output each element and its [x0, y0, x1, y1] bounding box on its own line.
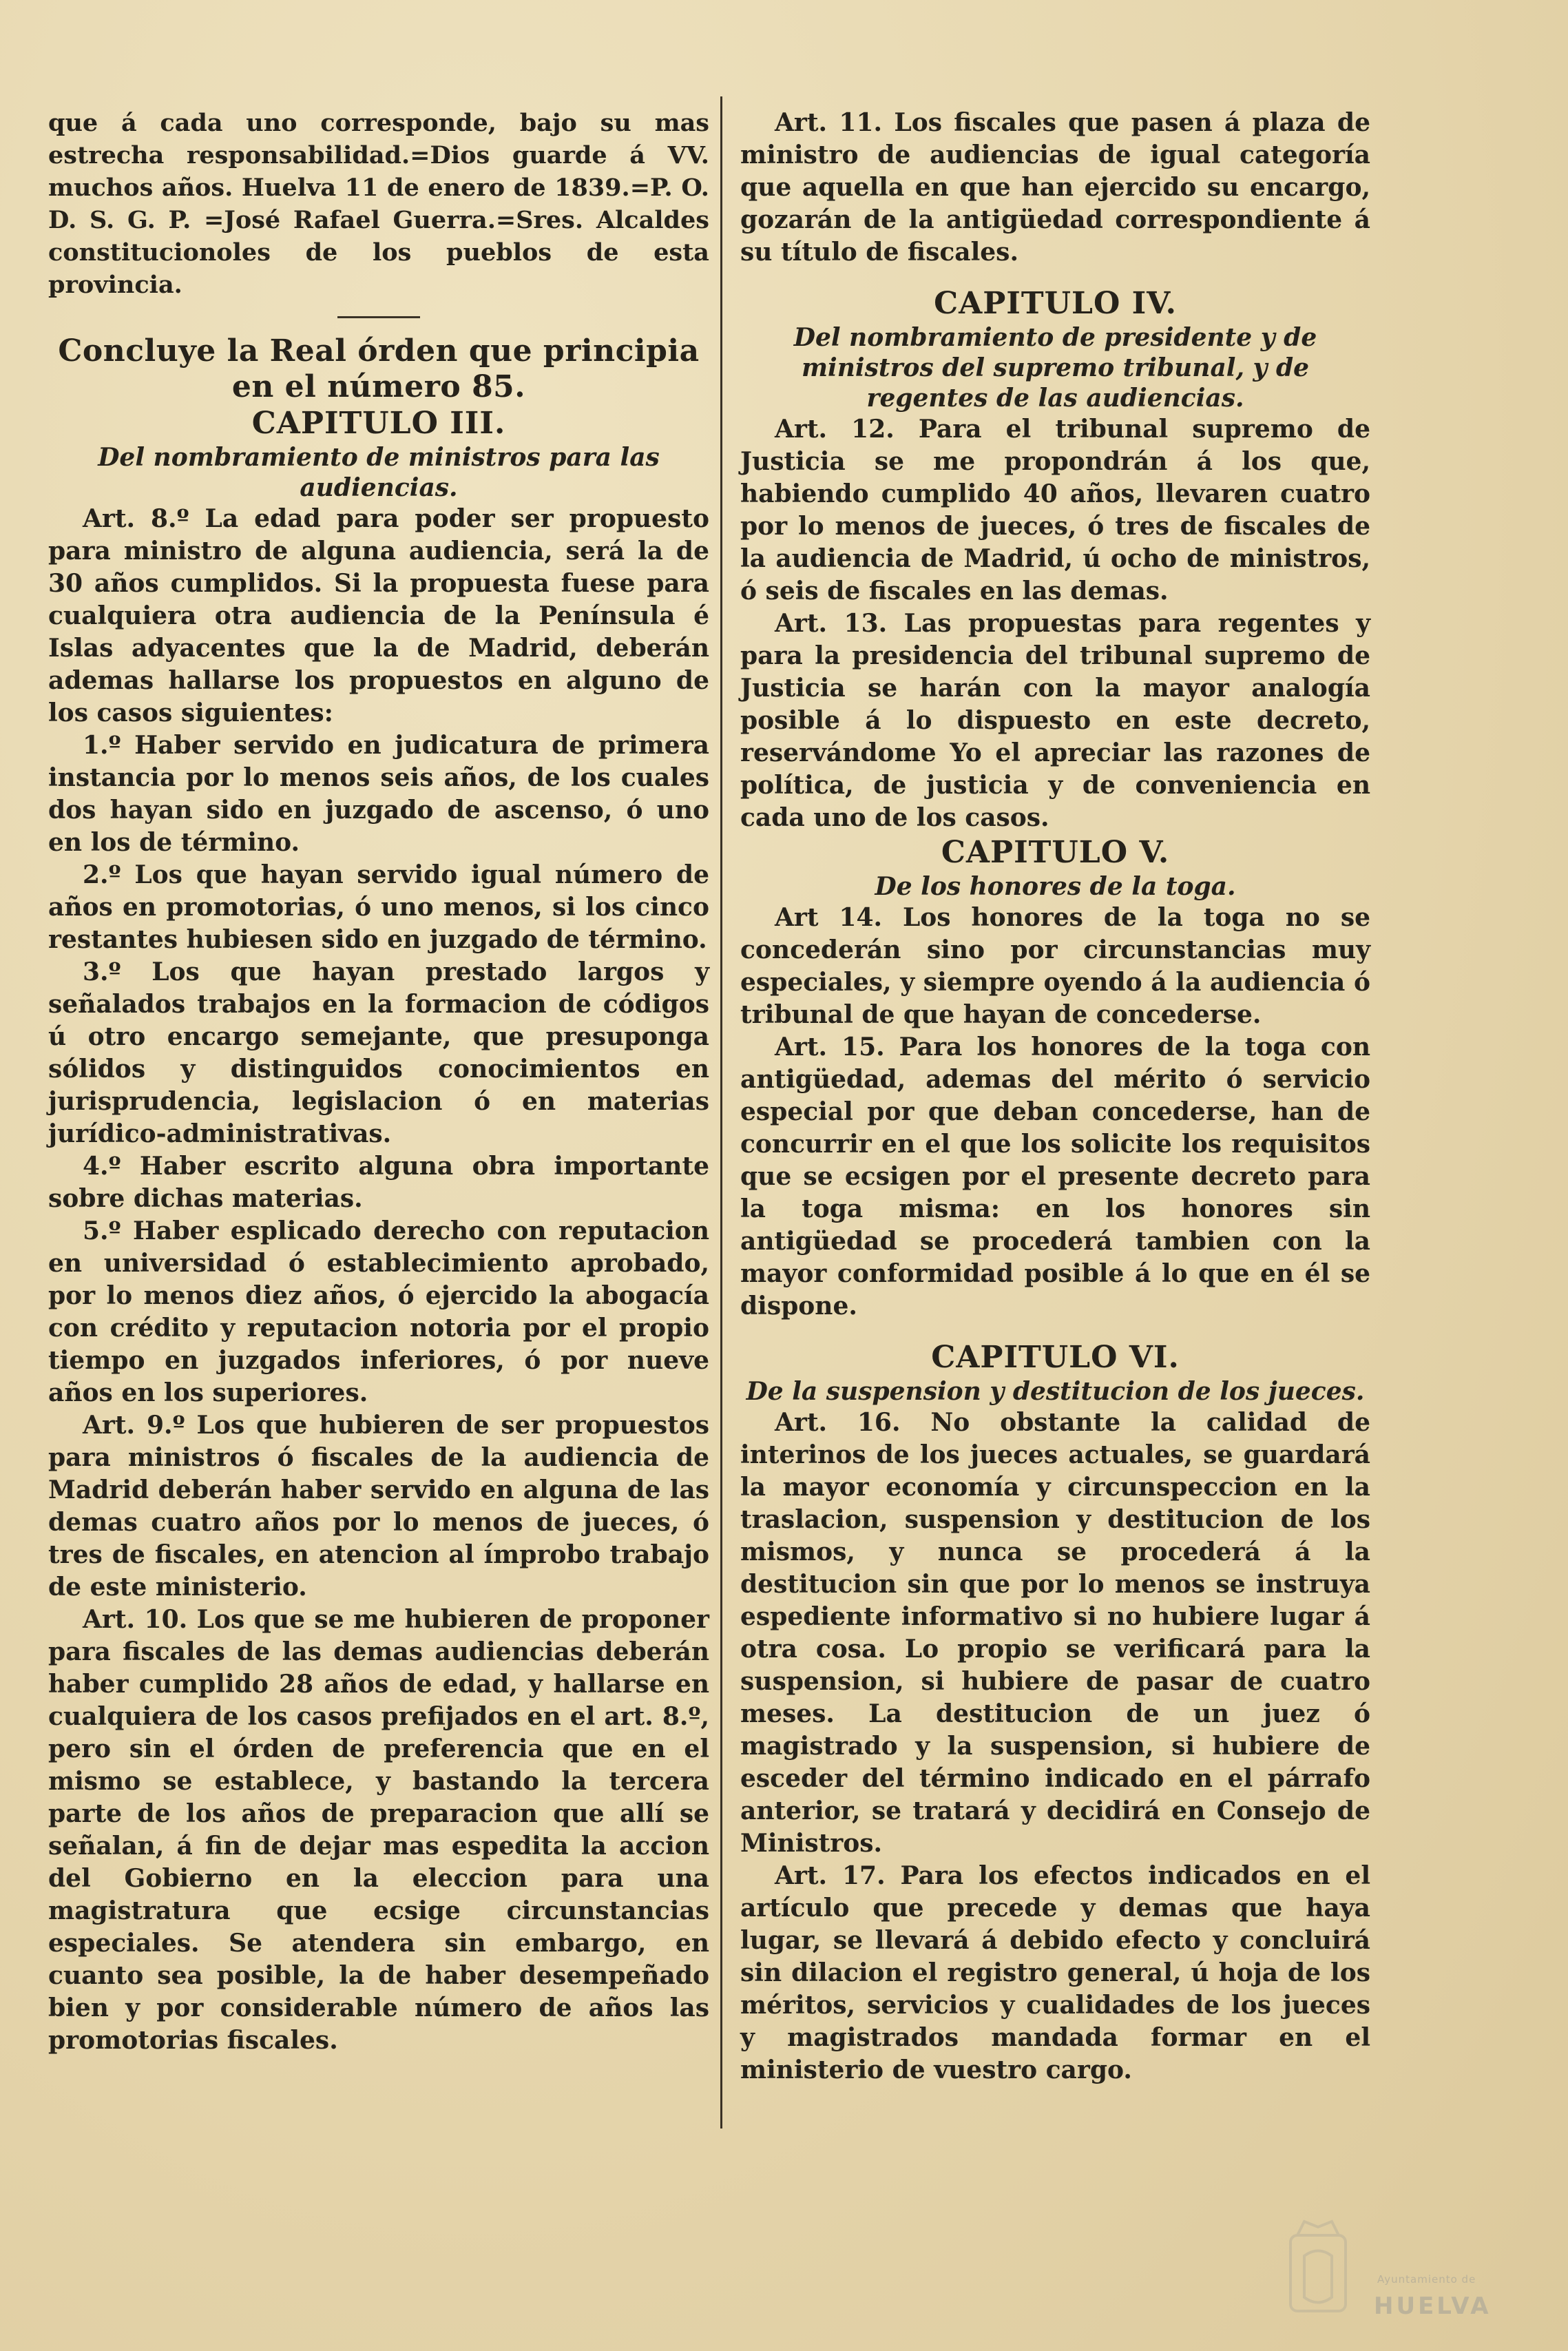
- article-8-item-3: 3.º Los que hayan prestado largos y señalados trabajos en la formacion de códigos ú otro encargo semejante, que presuponga sólidos y distinguidos conocimientos en jurisprudencia, legislacion ó en materias jurídico-administrativas.: [48, 957, 709, 1148]
- left-column: [48, 107, 709, 2057]
- chapter-5-title: CAPITULO V.: [941, 835, 1170, 870]
- chapter-6-subtitle: De la suspension y destitucion de los jueces.: [746, 1377, 1365, 1406]
- chapter-4-title: CAPITULO IV.: [934, 286, 1177, 321]
- article-8-item-4: 4.º Haber escrito alguna obra importante sobre dichas materias.: [48, 1152, 709, 1213]
- separator-rule: [337, 316, 420, 318]
- article-8-item-5: 5.º Haber esplicado derecho con reputacion en universidad ó establecimiento aprobado, por lo menos diez años, ó ejercido la abogacía con crédito y reputacion notoria por el propio tiempo en juzgados inferiores, ó por nueve años en los superiores.: [48, 1216, 709, 1407]
- chapter-6-title: CAPITULO VI.: [931, 1340, 1180, 1375]
- article-12: Art. 12. Para el tribunal supremo de Justicia se me propondrán á los que, habiendo cumplido 40 años, llevaren cuatro por lo menos de jueces, ó tres de fiscales de la audiencia de Madrid, ú ocho de ministros, ó seis de fiscales en las demas.: [740, 415, 1370, 605]
- chapter-3-title: CAPITULO III.: [251, 406, 506, 441]
- article-10: Art. 10. Los que se me hubieren de proponer para fiscales de las demas audiencias deberán haber cumplido 28 años de edad, y hallarse en cualquiera de los casos prefijados en el art. 8.º, pero sin el órden de preferencia que en el mismo se establece, y bastando la tercera parte de los años de preparacion que allí se señalan, á fin de dejar mas espedita la accion del Gobierno en la eleccion para una magistratura que ecsige circunstancias especiales. Se atendera sin embargo, en cuanto sea posible, la de haber desempeñado bien y por considerable número de años las promotorias fiscales.: [48, 1605, 709, 2055]
- article-16: Art. 16. No obstante la calidad de interinos de los jueces actuales, se guardará la mayor economía y circunspeccion en la traslacion, suspension y destitucion de los mismos, y nunca se procederá á la destitucion sin que por lo menos se instruya espediente informativo si no hubiere lugar á otra cosa. Lo propio se verificará para la suspension, si hubiere de pasar de cuatro meses. La destitucion de un juez ó magistrado y la suspension, si hubiere de esceder del término indicado en el párrafo anterior, se tratará y decidirá en Consejo de Ministros.: [740, 1408, 1370, 1858]
- chapter-5-subtitle: De los honores de la toga.: [875, 872, 1236, 901]
- chapter-3-subtitle: Del nombramiento de ministros para las audiencias.: [98, 443, 660, 502]
- article-8-item-2: 2.º Los que hayan servido igual número de años en promotorias, ó uno menos, si los cinco restantes hubiesen sido en juzgado de término.: [48, 860, 709, 954]
- article-13: Art. 13. Las propuestas para regentes y para la presidencia del tribunal supremo de Justicia se harán con la mayor analogía posible á lo dispuesto en este decreto, reservándome Yo el apreciar las razones de política, de justicia y de conveniencia en cada uno de los casos.: [740, 609, 1370, 832]
- article-15: Art. 15. Para los honores de la toga con antigüedad, ademas del mérito ó servicio especial por que deban concederse, han de concurrir en el que los solicite los requisitos que se ecsigen por el presente decreto para la toga misma: en los honores sin antigüedad se procederá tambien con la mayor conformidad posible á lo que en él se dispone.: [740, 1033, 1370, 1321]
- spacer: [740, 269, 1370, 285]
- article-11: Art. 11. Los fiscales que pasen á plaza de ministro de audiencias de igual categoría que aquella en que han ejercido su encargo, gozarán de la antigüedad correspondiente á su título de fiscales.: [740, 108, 1370, 267]
- article-8: Art. 8.º La edad para poder ser propuesto para ministro de alguna audiencia, será la de 30 años cumplidos. Si la propuesta fuese para cualquiera otra audiencia de la Península é Islas adyacentes que la de Madrid, deberán ademas hallarse los propuestos en alguno de los casos siguientes:: [48, 504, 709, 727]
- spacer: [740, 1323, 1370, 1339]
- intro-paragraph: que á cada uno corresponde, bajo su mas estrecha responsabilidad.=Dios guarde á VV. muchos años. Huelva 11 de enero de 1839.=P. O. D. S. G. P. =José Rafael Guerra.=Sres. Alcaldes constitucionoles de los pueblos de esta provincia.: [48, 109, 709, 299]
- right-column: [740, 107, 1370, 2086]
- watermark-name: HUELVA: [1374, 2292, 1492, 2320]
- column-divider: [720, 96, 722, 2129]
- article-8-item-1: 1.º Haber servido en judicatura de primera instancia por lo menos seis años, de los cuales dos hayan sido en juzgado de ascenso, ó uno en los de término.: [48, 731, 709, 857]
- headline: Concluye la Real órden que principia en el número 85.: [58, 333, 700, 404]
- article-9: Art. 9.º Los que hubieren de ser propuestos para ministros ó fiscales de la audiencia de Madrid deberán haber servido en alguna de las demas cuatro años por lo menos de jueces, ó tres de fiscales, en atencion al ímprobo trabajo de este ministerio.: [48, 1411, 709, 1602]
- chapter-4-subtitle: Del nombramiento de presidente y de ministros del supremo tribunal, y de regentes de las audiencias.: [793, 323, 1317, 413]
- watermark-caption: Ayuntamiento de: [1377, 2273, 1476, 2286]
- article-14: Art 14. Los honores de la toga no se concederán sino por circunstancias muy especiales, y siempre oyendo á la audiencia ó tribunal de que hayan de concederse.: [740, 903, 1370, 1029]
- article-17: Art. 17. Para los efectos indicados en el artículo que precede y demas que haya lugar, se llevará á debido efecto y concluirá sin dilacion el registro general, ú hoja de los méritos, servicios y cualidades de los jueces y magistrados mandada formar en el ministerio de vuestro cargo.: [740, 1861, 1370, 2084]
